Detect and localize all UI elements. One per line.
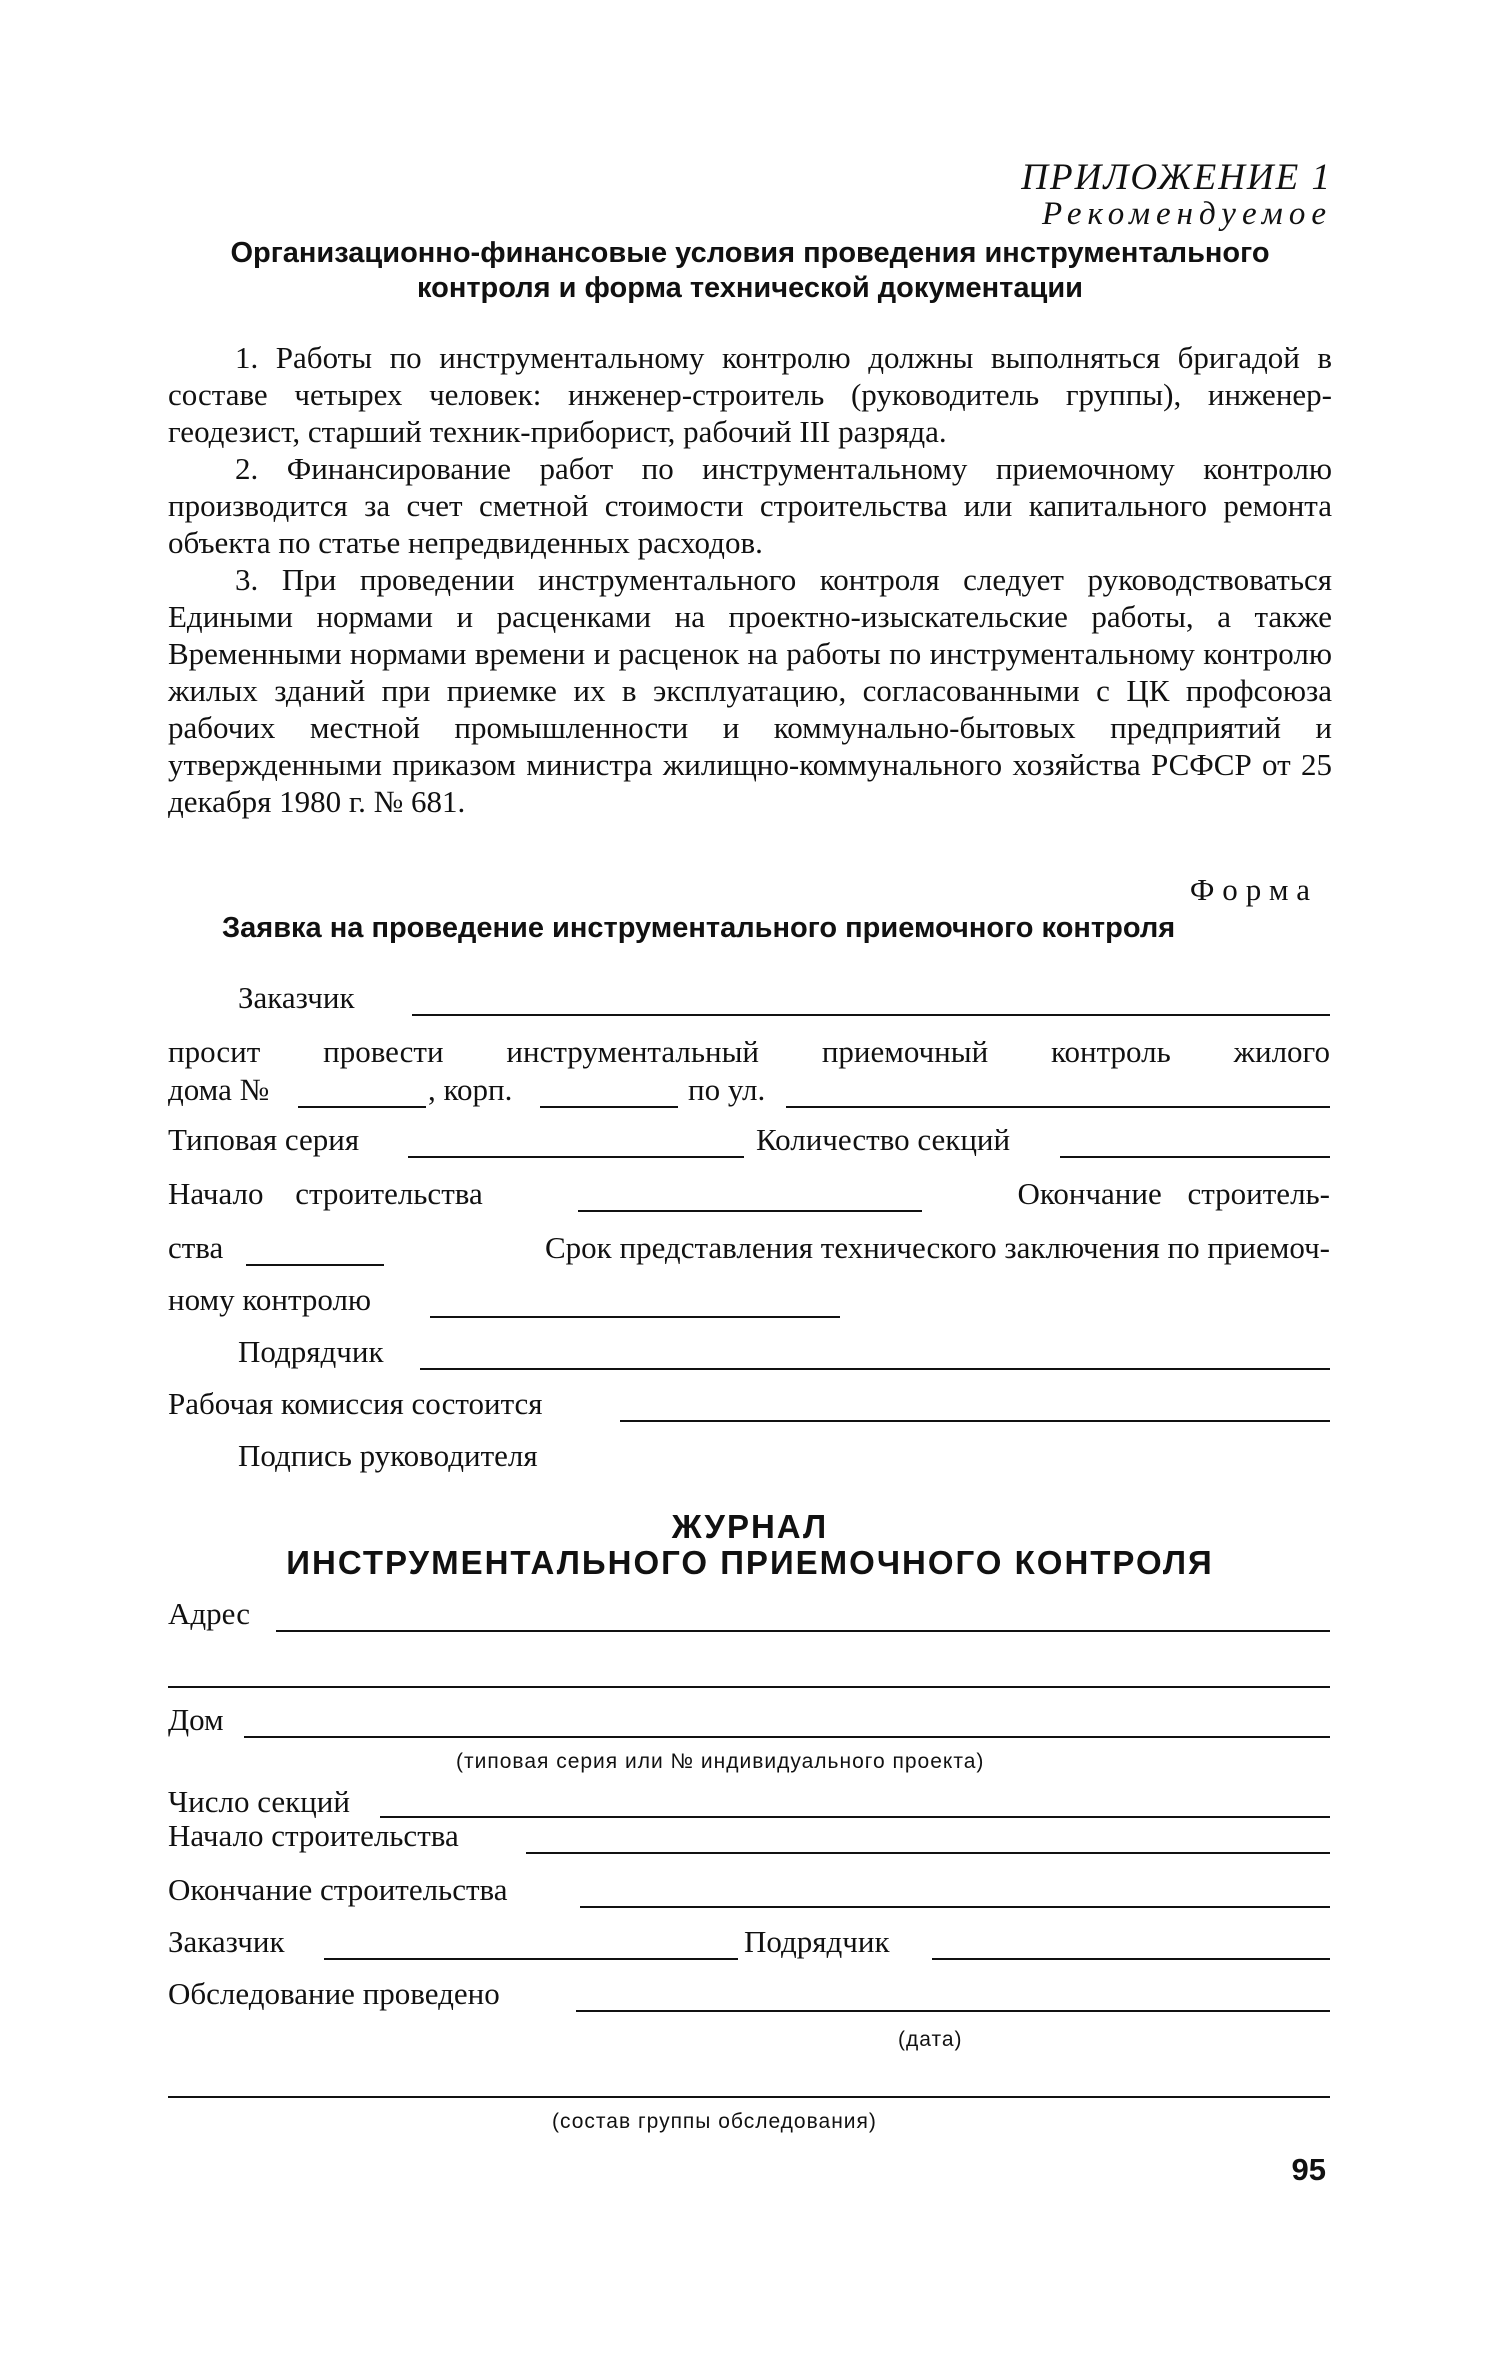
address-field[interactable] [276,1630,1330,1632]
section-title-line2: контроля и форма технической документации [416,272,1083,304]
group-note: (состав группы обследования) [552,2110,877,2133]
sections-field[interactable] [1060,1156,1330,1158]
deadline-label: Срок представления технического заключения по приемоч- [545,1230,1330,1265]
journal-contractor-label: Подрядчик [744,1924,890,1959]
group-field[interactable] [168,2096,1330,2098]
address-field-line2[interactable] [168,1686,1330,1688]
journal-title-line1: ЖУРНАЛ [671,1508,829,1545]
journal-contractor-field[interactable] [932,1958,1330,1960]
journal-start-field[interactable] [526,1852,1330,1854]
end-field[interactable] [246,1264,384,1266]
journal-customer-field[interactable] [324,1958,738,1960]
building-field[interactable] [540,1106,678,1108]
start-label: Начало строительства [168,1176,483,1211]
commission-field[interactable] [620,1420,1330,1422]
survey-field[interactable] [576,2010,1330,2012]
paragraphs-block [168,339,1332,820]
section-title-line1: Организационно-финансовые условия проведения инструментального [230,237,1270,269]
form-label: Форма [1189,872,1318,907]
recommended-label: Рекомендуемое [1041,196,1332,232]
customer-label: Заказчик [238,980,355,1015]
journal-start-label: Начало строительства [168,1818,459,1853]
page-number: 95 [1291,2152,1326,2187]
building-label: , корп. [428,1072,513,1107]
house-field[interactable] [244,1736,1330,1738]
address-label: Адрес [168,1596,250,1631]
paragraph-2: 2. Финансирование работ по инструментальному приемочному контролю производится за счет сметной стоимости строительства или капитального ремонта объекта по статье непредвиденных расходов. [168,451,1332,560]
request-text: просит провести инструментальный приемочный контроль жилого [168,1034,1330,1069]
paragraph-3: 3. При проведении инструментального контроля следует руководствоваться Едиными нормами и расценками на проектно-изыскательские работы, а также Временными нормами времени и расценок на работы по инструментальному контролю жилых зданий при приемке их в эксплуатацию, согласованными с ЦК профсоюза рабочих местной промышленности и коммунально-бытовых предприятий и утвержденными приказом министра жилищно-коммунального хозяйства РСФСР от 25 декабря 1980 г. № 681. [168,562,1332,819]
deadline-field[interactable] [430,1316,840,1318]
house-label: Дом [168,1702,224,1737]
form-title: Заявка на проведение инструментального приемочного контроля [222,912,1176,944]
journal-title-line2: ИНСТРУМЕНТАЛЬНОГО ПРИЕМОЧНОГО КОНТРОЛЯ [286,1544,1214,1581]
series-field[interactable] [408,1156,744,1158]
contractor-label: Подрядчик [238,1334,384,1369]
deadline-label-cont: ному контролю [168,1282,372,1317]
commission-label: Рабочая комиссия состоится [168,1386,543,1421]
end-label: Окончание строитель- [1017,1176,1330,1211]
journal-end-label: Окончание строительства [168,1872,508,1907]
journal-sections-field[interactable] [380,1816,1330,1818]
paragraph-1: 1. Работы по инструментальному контролю должны выполняться бригадой в составе четырех человек: инженер-строитель (руководитель группы), инженер-геодезист, старший техник-приборист, рабочий III разряда. [168,340,1332,449]
survey-label: Обследование проведено [168,1976,500,2011]
sections-label: Количество секций [756,1122,1011,1157]
signature-label: Подпись руководителя [238,1438,538,1473]
journal-end-field[interactable] [580,1906,1330,1908]
contractor-field[interactable] [420,1368,1330,1370]
street-label: по ул. [688,1072,766,1107]
house-no-label: дома № [168,1072,270,1107]
customer-field[interactable] [412,1014,1330,1016]
start-field[interactable] [578,1210,922,1212]
date-note: (дата) [898,2028,963,2051]
street-field[interactable] [786,1106,1330,1108]
house-no-field[interactable] [298,1106,426,1108]
appendix-label: ПРИЛОЖЕНИЕ 1 [1021,157,1332,198]
journal-customer-label: Заказчик [168,1924,285,1959]
series-label: Типовая серия [168,1122,360,1157]
house-note: (типовая серия или № индивидуального проекта) [456,1750,985,1773]
end-label-cont: ства [168,1230,224,1265]
journal-sections-label: Число секций [168,1784,350,1819]
